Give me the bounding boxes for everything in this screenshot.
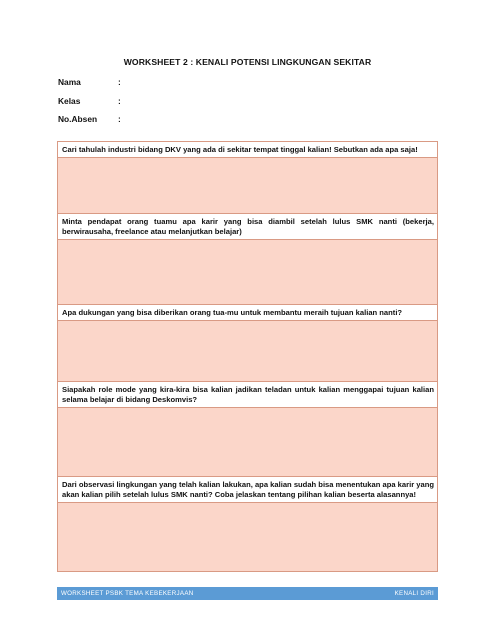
- field-label: No.Absen: [58, 114, 98, 124]
- field-colon: :: [118, 96, 121, 106]
- question-text: Minta pendapat orang tuamu apa karir yang bisa diambil setelah lulus SMK nanti (bekerja, berwirausaha, freelance atau melanjutkan belajar): [58, 214, 437, 240]
- footer-bar: [57, 587, 438, 600]
- question-row: [58, 305, 437, 382]
- question-text: Cari tahulah industri bidang DKV yang ada di sekitar tempat tinggal kalian! Sebutkan ada apa saja!: [58, 142, 437, 158]
- question-row: [58, 477, 437, 571]
- answer-area[interactable]: [58, 408, 437, 477]
- question-row: [58, 382, 437, 477]
- field-class: [58, 96, 121, 106]
- question-table: [57, 141, 438, 572]
- field-label: Nama: [58, 77, 81, 87]
- field-name: [58, 77, 121, 87]
- answer-area[interactable]: [58, 321, 437, 382]
- question-text: Dari observasi lingkungan yang telah kalian lakukan, apa kalian sudah bisa menentukan apa karir yang akan kalian pilih setelah lulus SMK nanti? Coba jelaskan tentang pilihan kalian beserta alasannya!: [58, 477, 437, 503]
- footer-left-text: WORKSHEET PSBK TEMA KEBEKERJAAN: [61, 590, 194, 597]
- answer-area[interactable]: [58, 158, 437, 214]
- field-attendance-number: [58, 114, 121, 124]
- question-text: Siapakah role mode yang kira-kira bisa kalian jadikan teladan untuk kalian menggapai tujuan kalian selama belajar di bidang Deskomvis?: [58, 382, 437, 408]
- field-label: Kelas: [58, 96, 81, 106]
- question-row: [58, 214, 437, 305]
- answer-area[interactable]: [58, 503, 437, 571]
- worksheet-title: WORKSHEET 2 : KENALI POTENSI LINGKUNGAN SEKITAR: [123, 57, 372, 67]
- footer-right-text: KENALI DIRI: [394, 590, 434, 597]
- answer-area[interactable]: [58, 240, 437, 305]
- question-row: [58, 142, 437, 214]
- field-colon: :: [118, 77, 121, 87]
- field-colon: :: [118, 114, 121, 124]
- question-text: Apa dukungan yang bisa diberikan orang tua-mu untuk membantu meraih tujuan kalian nanti?: [58, 305, 437, 321]
